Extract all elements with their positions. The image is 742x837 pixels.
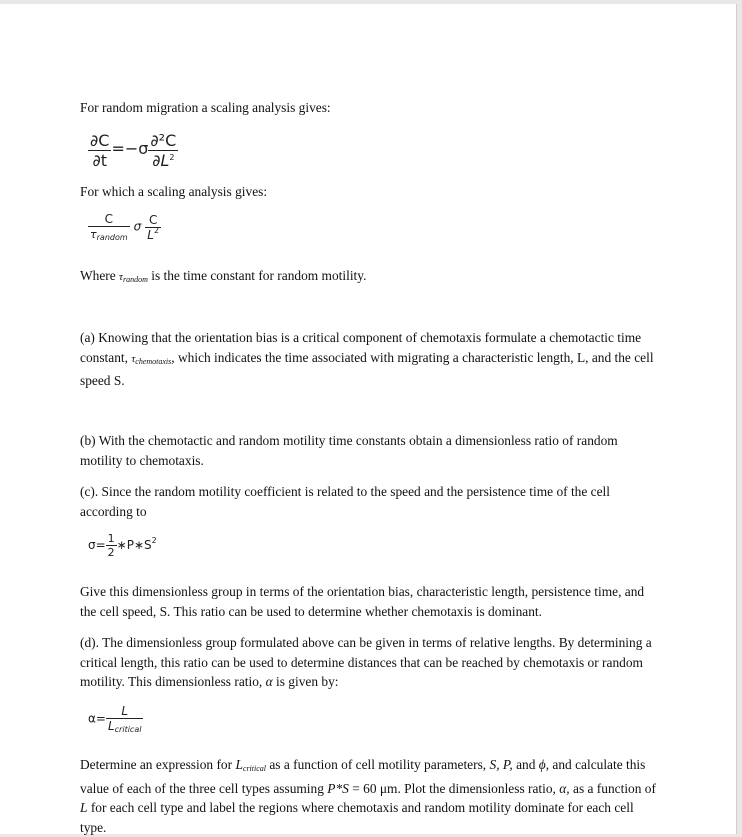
part-a-paragraph: (a) Knowing that the orientation bias is a critical component of chemotaxis formulate a chemotactic time constant, $\tau_{chemotaxis}$, which indicates the time associated with migrating a characteristic length, L, and the cell speed S. [80,330,654,388]
eq1-left-fraction: $\frac{\partial C}{\partial t}$ [90,131,110,170]
eq4-fraction: $\frac{L}{L_{critical}}$ [107,704,142,734]
eq1-operator: =−σ [111,139,149,159]
intro-paragraph: For random migration a scaling analysis gives: [80,100,331,115]
determine-paragraph: Determine an expression for $L_{critical}$ as a function of cell motility parameters, S, P, and ϕ, and calculate this value of each of the three cell types assuming P*S = 60 μm. Plot the dimensionless ratio, α, as a function of L for each cell type and label the regions where chemotaxis and random motility dominate for each cell type. [80,757,656,835]
equation-scaling [88,212,161,242]
part-b-paragraph: (b) With the chemotactic and random motility time constants obtain a dimensionless ratio of random motility to chemotaxis. [80,433,618,468]
document-page [0,4,737,834]
part-c-paragraph: (c). Since the random motility coefficient is related to the speed and the persistence time of the cell according to [80,484,610,519]
part-d-paragraph: (d). The dimensionless group formulated above can be given in terms of relative lengths. By determining a critical length, this ratio can be used to determine distances that can be reached by chemotaxis or random motility. This dimensionless ratio, α is given by: [80,635,652,689]
eq2-right-fraction: $\frac{C}{L^2}$ [147,212,160,242]
equation-motility-coefficient: σ= $\frac{1}{2}$ $∗P∗S^2$ [88,532,157,559]
scaling-paragraph: For which a scaling analysis gives: [80,184,268,199]
eq1-right-fraction: $\frac{\text{∂²C}}{\partial L^2}$ [150,131,177,170]
where-paragraph: Where $\tau_{random}$ is the time constant for random motility. [80,268,367,284]
eq2-sigma: σ [133,219,142,234]
equation-alpha: α= $\frac{L}{L_{critical}}$ [88,704,142,734]
eq2-left-fraction: $\frac{C}{\tau_{random}}$ [90,212,128,242]
equation-diffusion [88,131,178,170]
give-paragraph: Give this dimensionless group in terms of the orientation bias, characteristic length, persistence time, and the cell speed, S. This ratio can be used to determine whether chemotaxis is dominant. [80,584,645,619]
eq3-half-fraction: $\frac{1}{2}$ [107,532,115,559]
